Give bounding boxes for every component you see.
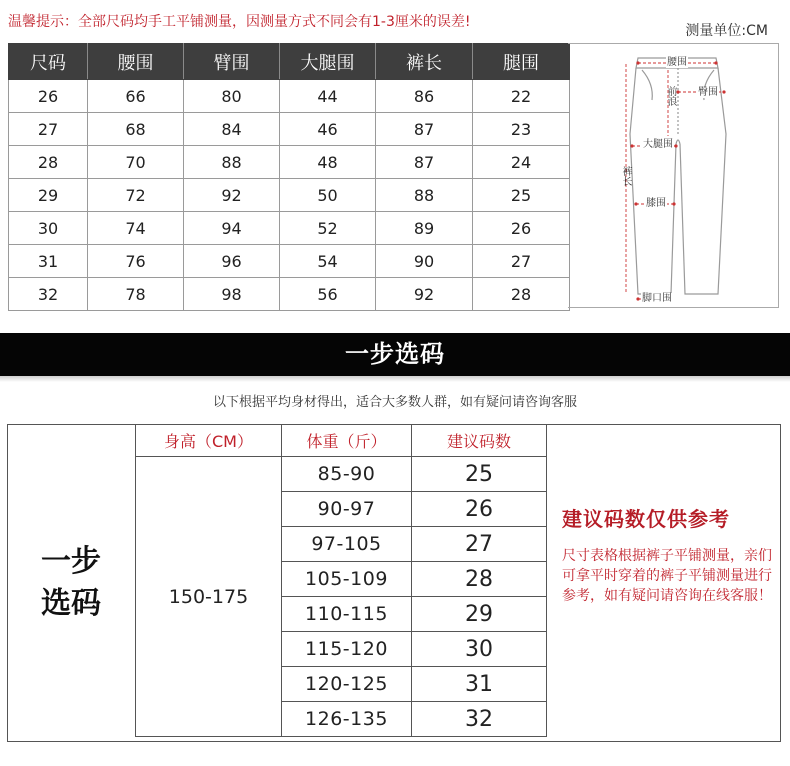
cell: 48 bbox=[280, 146, 376, 179]
weight-cell: 115-120 bbox=[282, 632, 412, 667]
weight-cell: 126-135 bbox=[282, 702, 412, 737]
size-table-header bbox=[9, 44, 570, 80]
size-cell: 30 bbox=[412, 632, 547, 667]
cell: 92 bbox=[376, 278, 473, 311]
selection-title-line1: 一步 bbox=[41, 544, 101, 579]
size-table bbox=[8, 43, 570, 311]
size-cell: 27 bbox=[412, 527, 547, 562]
table-row bbox=[9, 278, 570, 311]
section-banner: 一步选码 bbox=[0, 333, 790, 376]
table-row bbox=[9, 80, 570, 113]
header-thigh: 大腿围 bbox=[280, 44, 376, 80]
header-weight: 体重（斤） bbox=[282, 425, 412, 457]
header-suggested-size: 建议码数 bbox=[412, 425, 547, 457]
cell: 66 bbox=[88, 80, 184, 113]
diagram-label-knee: 膝围 bbox=[646, 198, 666, 209]
cell: 28 bbox=[473, 278, 570, 311]
table-row bbox=[9, 146, 570, 179]
size-cell: 29 bbox=[412, 597, 547, 632]
table-row bbox=[9, 113, 570, 146]
cell: 86 bbox=[376, 80, 473, 113]
cell: 70 bbox=[88, 146, 184, 179]
cell: 46 bbox=[280, 113, 376, 146]
diagram-label-hip: 臀围 bbox=[698, 87, 718, 98]
cell: 68 bbox=[88, 113, 184, 146]
reference-note bbox=[562, 503, 777, 606]
cell: 28 bbox=[9, 146, 88, 179]
selection-title-line2: 选码 bbox=[41, 586, 101, 621]
cell: 76 bbox=[88, 245, 184, 278]
cell: 26 bbox=[473, 212, 570, 245]
cell: 23 bbox=[473, 113, 570, 146]
banner-shadow bbox=[0, 376, 790, 382]
table-row bbox=[136, 457, 547, 492]
header-height: 身高（CM） bbox=[136, 425, 282, 457]
unit-label: 测量单位:CM bbox=[685, 23, 768, 39]
cell: 78 bbox=[88, 278, 184, 311]
cell: 56 bbox=[280, 278, 376, 311]
cell: 88 bbox=[376, 179, 473, 212]
cell: 25 bbox=[473, 179, 570, 212]
diagram-label-hem: 脚口围 bbox=[642, 293, 672, 304]
size-cell: 28 bbox=[412, 562, 547, 597]
selection-header bbox=[136, 425, 547, 457]
selection-subnote: 以下根据平均身材得出，适合大多数人群，如有疑问请咨询客服 bbox=[212, 395, 577, 410]
cell: 80 bbox=[184, 80, 280, 113]
size-cell: 26 bbox=[412, 492, 547, 527]
cell: 54 bbox=[280, 245, 376, 278]
weight-cell: 97-105 bbox=[282, 527, 412, 562]
cell: 96 bbox=[184, 245, 280, 278]
weight-cell: 85-90 bbox=[282, 457, 412, 492]
header-leg: 腿围 bbox=[473, 44, 570, 80]
table-row bbox=[9, 245, 570, 278]
cell: 24 bbox=[473, 146, 570, 179]
cell: 50 bbox=[280, 179, 376, 212]
reference-text: 尺寸表格根据裤子平铺测量，亲们可拿平时穿着的裤子平铺测量进行参考，如有疑问请咨询在线客服！ bbox=[562, 548, 772, 604]
header-hip: 臂围 bbox=[184, 44, 280, 80]
table-row bbox=[9, 212, 570, 245]
diagram-label-length: 裤长 bbox=[620, 166, 631, 186]
cell: 31 bbox=[9, 245, 88, 278]
cell: 27 bbox=[9, 113, 88, 146]
header-size: 尺码 bbox=[9, 44, 88, 80]
cell: 72 bbox=[88, 179, 184, 212]
weight-cell: 105-109 bbox=[282, 562, 412, 597]
header-length: 裤长 bbox=[376, 44, 473, 80]
cell: 29 bbox=[9, 179, 88, 212]
cell: 44 bbox=[280, 80, 376, 113]
cell: 98 bbox=[184, 278, 280, 311]
cell: 22 bbox=[473, 80, 570, 113]
diagram-label-thigh: 大腿围 bbox=[643, 139, 673, 150]
cell: 52 bbox=[280, 212, 376, 245]
pants-measurement-diagram bbox=[568, 43, 779, 308]
weight-cell: 110-115 bbox=[282, 597, 412, 632]
header-waist: 腰围 bbox=[88, 44, 184, 80]
size-cell: 25 bbox=[412, 457, 547, 492]
diagram-label-front-rise: 前浪 bbox=[665, 86, 676, 106]
measurement-notice: 温馨提示：全部尺码均手工平铺测量，因测量方式不同会有1-3厘米的误差! bbox=[8, 14, 471, 30]
weight-cell: 120-125 bbox=[282, 667, 412, 702]
selection-title bbox=[7, 424, 135, 742]
reference-title: 建议码数仅供参考 bbox=[562, 507, 730, 531]
cell: 94 bbox=[184, 212, 280, 245]
diagram-label-waist: 腰围 bbox=[667, 57, 687, 68]
cell: 26 bbox=[9, 80, 88, 113]
weight-cell: 90-97 bbox=[282, 492, 412, 527]
height-range-cell: 150-175 bbox=[136, 457, 282, 737]
cell: 92 bbox=[184, 179, 280, 212]
cell: 88 bbox=[184, 146, 280, 179]
cell: 90 bbox=[376, 245, 473, 278]
size-selection-table bbox=[135, 424, 547, 737]
size-cell: 32 bbox=[412, 702, 547, 737]
cell: 89 bbox=[376, 212, 473, 245]
cell: 32 bbox=[9, 278, 88, 311]
size-cell: 31 bbox=[412, 667, 547, 702]
pants-outline-icon bbox=[568, 44, 779, 309]
cell: 87 bbox=[376, 146, 473, 179]
cell: 74 bbox=[88, 212, 184, 245]
table-row bbox=[9, 179, 570, 212]
cell: 30 bbox=[9, 212, 88, 245]
cell: 87 bbox=[376, 113, 473, 146]
cell: 84 bbox=[184, 113, 280, 146]
cell: 27 bbox=[473, 245, 570, 278]
